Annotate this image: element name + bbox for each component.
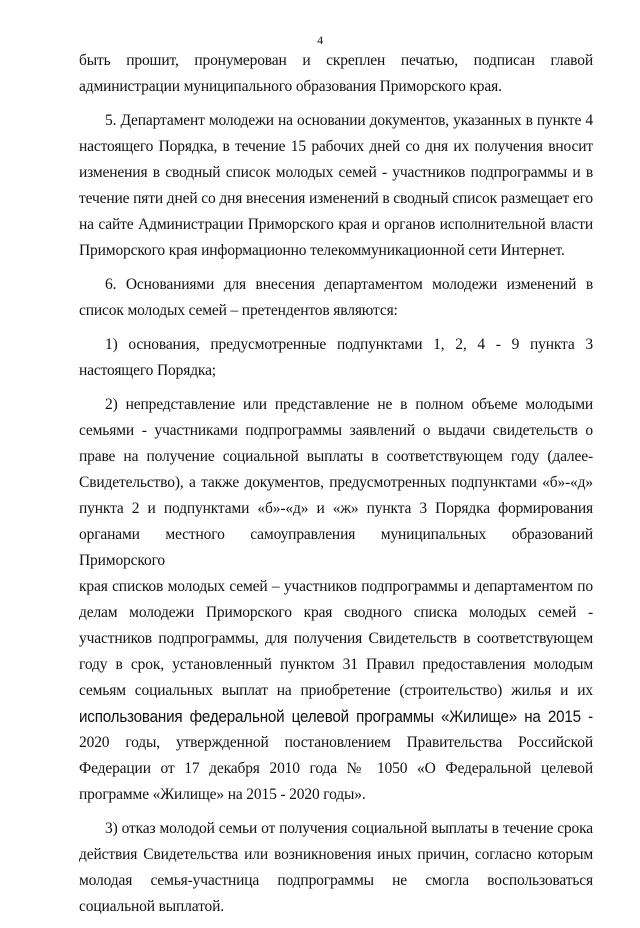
text-line: 3) отказ молодой семьи от получения социальной выплаты в течение срока xyxy=(105,820,593,837)
text-line: изменения в сводный список молодых семей - участников подпрограммы и в xyxy=(79,164,593,181)
text-line: настоящего Порядка, в течение 15 рабочих дней со дня их получения вносит xyxy=(79,138,593,155)
text-line: настоящего Порядка; xyxy=(79,362,216,379)
text-line: администрации муниципального образования Приморского края. xyxy=(79,78,502,95)
text-line: использования федеральной целевой программы «Жилище» на 2015 - xyxy=(79,708,594,726)
text-line: семьями - участниками подпрограммы заявлений о выдачи свидетельств о xyxy=(79,422,593,439)
text-line: Федерации от 17 декабря 2010 года № 1050 «О Федеральной целевой xyxy=(79,760,593,777)
text-line: список молодых семей – претендентов являются: xyxy=(79,302,398,319)
text-line: Приморского края информационно телекоммуникационной сети Интернет. xyxy=(79,242,565,259)
text-line: Свидетельство), а также документов, предусмотренных подпунктами «б»-«д» xyxy=(79,474,593,491)
text-line: программе «Жилище» на 2015 - 2020 годы». xyxy=(79,786,366,803)
text-line: 2) непредставление или представление не в полном объеме молодыми xyxy=(105,396,593,413)
document-body xyxy=(79,48,593,928)
paragraph-item-6-3 xyxy=(79,816,593,920)
text-line: пункта 2 и подпунктами «б»-«д» и «ж» пункта 3 Порядка формирования xyxy=(79,500,593,517)
text-line: молодая семья-участница подпрограммы не смогла воспользоваться xyxy=(79,872,593,889)
paragraph-item-6-2 xyxy=(79,392,593,808)
text-line: 2020 годы, утвержденной постановлением Правительства Российской xyxy=(79,734,593,751)
paragraph-continuation xyxy=(79,48,593,100)
text-line: социальной выплатой. xyxy=(79,898,224,915)
text-line: делам молодежи Приморского края сводного списка молодых семей - xyxy=(79,604,593,621)
paragraph-item-5 xyxy=(79,108,593,264)
page-number: 4 xyxy=(317,33,323,47)
text-line: 5. Департамент молодежи на основании документов, указанных в пункте 4 xyxy=(105,112,593,129)
text-line: году в срок, установленный пунктом 31 Правил предоставления молодым xyxy=(79,656,593,673)
text-line: праве на получение социальной выплаты в соответствующем году (далее- xyxy=(79,448,593,465)
text-line: участников подпрограммы, для получения Свидетельств в соответствующем xyxy=(79,630,593,647)
text-line: края списков молодых семей – участников подпрограммы и департаментом по xyxy=(79,578,593,595)
text-line: действия Свидетельства или возникновения иных причин, согласно которым xyxy=(79,846,593,863)
text-line: течение пяти дней со дня внесения изменений в сводный список размещает его xyxy=(79,190,593,207)
paragraph-item-6 xyxy=(79,272,593,324)
text-line: на сайте Администрации Приморского края и органов исполнительной власти xyxy=(79,216,593,233)
text-line: быть прошит, пронумерован и скреплен печатью, подписан главой xyxy=(79,52,593,69)
text-line: 6. Основаниями для внесения департаментом молодежи изменений в xyxy=(105,276,593,293)
paragraph-item-6-1 xyxy=(79,332,593,384)
text-line: 1) основания, предусмотренные подпунктами 1, 2, 4 - 9 пункта 3 xyxy=(105,336,593,353)
text-line: органами местного самоуправления муниципальных образований Приморского xyxy=(79,526,593,569)
text-line: семьям социальных выплат на приобретение (строительство) жилья и их xyxy=(79,682,593,699)
